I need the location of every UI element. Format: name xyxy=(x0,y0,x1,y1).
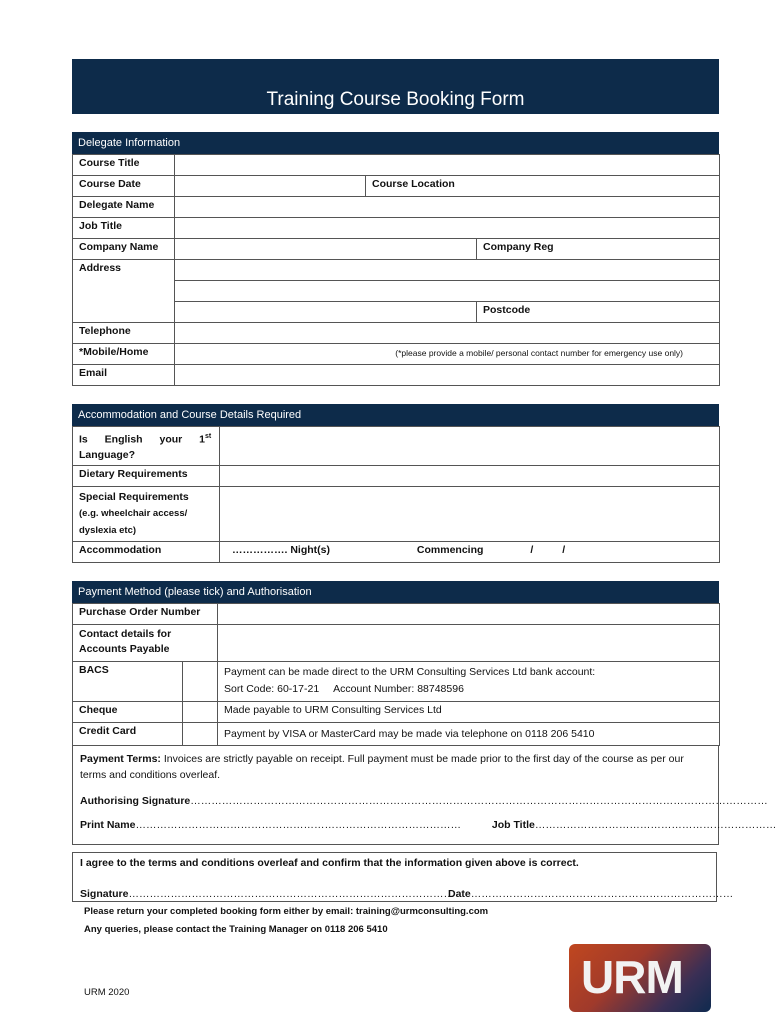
date-line[interactable] xyxy=(448,888,733,900)
dietary-field[interactable] xyxy=(220,465,720,486)
english-question: Is English your 1 xyxy=(79,433,206,446)
email-field[interactable] xyxy=(175,365,720,386)
payment-terms-label: Payment Terms: xyxy=(80,753,161,765)
job-title-field[interactable] xyxy=(175,218,720,239)
special-eg-2: dyslexia etc) xyxy=(79,524,137,536)
footer-year: URM 2020 xyxy=(84,987,130,998)
mobile-label: *Mobile/Home xyxy=(73,344,175,365)
mobile-note: (*please provide a mobile/ personal contact number for emergency use only) xyxy=(395,348,684,358)
dietary-label: Dietary Requirements xyxy=(73,465,220,486)
contact-line-1: Contact details for xyxy=(79,628,172,640)
mobile-field[interactable] xyxy=(175,344,720,365)
accommodation-field[interactable] xyxy=(220,541,720,562)
print-name-line[interactable] xyxy=(80,817,776,839)
company-name-field[interactable] xyxy=(175,239,477,260)
form-title-bar xyxy=(72,59,719,114)
agreement-box xyxy=(72,852,734,902)
contact-line-2: Accounts Payable xyxy=(79,643,170,655)
accounts-payable-field[interactable] xyxy=(218,625,720,662)
authorising-signature-line[interactable] xyxy=(80,793,768,809)
authorising-signature-label: Authorising Signature xyxy=(80,795,191,807)
bacs-label: BACS xyxy=(73,662,183,702)
delegate-table xyxy=(72,154,720,386)
accounts-payable-label xyxy=(73,625,218,662)
print-name-label: Print Name xyxy=(80,819,136,831)
agreement-statement: I agree to the terms and conditions overleaf and confirm that the information given above is correct. xyxy=(80,857,579,869)
queries-instructions: Any queries, please contact the Training Manager on 0118 206 5410 xyxy=(84,924,388,935)
payment-table xyxy=(72,603,720,746)
commencing-date: / / xyxy=(530,543,566,556)
delegate-name-field[interactable] xyxy=(175,197,720,218)
return-instructions: Please return your completed booking form either by email: training@urmconsulting.com xyxy=(84,906,489,917)
payment-terms-box xyxy=(72,746,776,845)
signature-label: Signature xyxy=(80,888,129,900)
urm-logo xyxy=(569,944,711,1012)
cheque-text: Made payable to URM Consulting Services Ltd xyxy=(218,702,720,723)
print-name-dots: ………………………………………………………………………………… xyxy=(135,819,461,831)
postcode-field[interactable] xyxy=(477,302,720,323)
course-location-label: Course Location xyxy=(372,178,455,190)
job-title-dots: …………………………………………………………… xyxy=(534,819,776,831)
course-title-label: Course Title xyxy=(73,155,175,176)
special-title: Special Requirements xyxy=(79,490,189,503)
course-date-field[interactable] xyxy=(175,176,366,197)
address-label: Address xyxy=(73,260,175,323)
cheque-label: Cheque xyxy=(73,702,183,723)
special-requirements-field[interactable] xyxy=(220,486,720,541)
date-dots: ………………………………………………………………… xyxy=(470,888,734,900)
commencing-label: Commencing xyxy=(416,543,484,556)
bacs-tick-box[interactable] xyxy=(183,662,218,702)
special-eg-1: (e.g. wheelchair access/ xyxy=(79,507,188,519)
payment-section xyxy=(72,581,776,845)
english-language-label xyxy=(73,427,220,466)
form-title: Training Course Booking Form xyxy=(266,89,525,110)
accommodation-table xyxy=(72,426,720,563)
bacs-info xyxy=(218,662,720,702)
course-location-field[interactable] xyxy=(366,176,720,197)
authorising-signature-dots: ………………………………………………………………………………………………………………………………………………… xyxy=(190,795,768,807)
signature-dots: ………………………………………………………………………………… xyxy=(128,888,454,900)
address-line-2[interactable] xyxy=(175,281,720,302)
english-sup: st xyxy=(205,433,212,440)
credit-card-text: Payment by VISA or MasterCard may be made via telephone on 0118 206 5410 xyxy=(218,723,720,746)
payment-terms-text: Invoices are strictly payable on receipt. Full payment must be made prior to the first day of the course as per our terms and conditions overleaf. xyxy=(80,753,684,781)
signature-line[interactable] xyxy=(80,888,454,900)
po-number-field[interactable] xyxy=(218,604,720,625)
postcode-label: Postcode xyxy=(483,304,531,316)
credit-card-label: Credit Card xyxy=(73,723,183,746)
english-question-2: Language? xyxy=(79,448,136,461)
cheque-tick-box[interactable] xyxy=(183,702,218,723)
english-language-field[interactable] xyxy=(220,427,720,466)
accommodation-section xyxy=(72,404,719,563)
urm-logo-text: URM xyxy=(581,951,683,1003)
bacs-text: Payment can be made direct to the URM Consulting Services Ltd bank account: xyxy=(224,666,596,678)
payment-section-heading: Payment Method (please tick) and Authorisation xyxy=(72,581,719,603)
email-label: Email xyxy=(73,365,175,386)
credit-card-tick-box[interactable] xyxy=(183,723,218,746)
course-title-field[interactable] xyxy=(175,155,720,176)
po-number-label: Purchase Order Number xyxy=(73,604,218,625)
job-title-label: Job Title xyxy=(73,218,175,239)
company-reg-field[interactable] xyxy=(477,239,720,260)
company-name-label: Company Name xyxy=(73,239,175,260)
nights-text: ……………. Night(s) xyxy=(232,543,330,556)
company-reg-label: Company Reg xyxy=(483,241,554,253)
accommodation-label: Accommodation xyxy=(73,541,220,562)
delegate-name-label: Delegate Name xyxy=(73,197,175,218)
accommodation-section-heading: Accommodation and Course Details Required xyxy=(72,404,719,426)
payment-terms xyxy=(80,751,711,783)
telephone-field[interactable] xyxy=(175,323,720,344)
date-label: Date xyxy=(448,888,471,900)
address-line-1[interactable] xyxy=(175,260,720,281)
course-date-label: Course Date xyxy=(73,176,175,197)
delegate-section xyxy=(72,132,719,386)
bacs-details: Sort Code: 60-17-21 Account Number: 88748596 xyxy=(224,683,464,695)
address-line-3[interactable] xyxy=(175,302,477,323)
special-requirements-label xyxy=(73,486,220,541)
delegate-section-heading: Delegate Information xyxy=(72,132,719,154)
job-title-sign-label: Job Title xyxy=(491,819,535,831)
telephone-label: Telephone xyxy=(73,323,175,344)
